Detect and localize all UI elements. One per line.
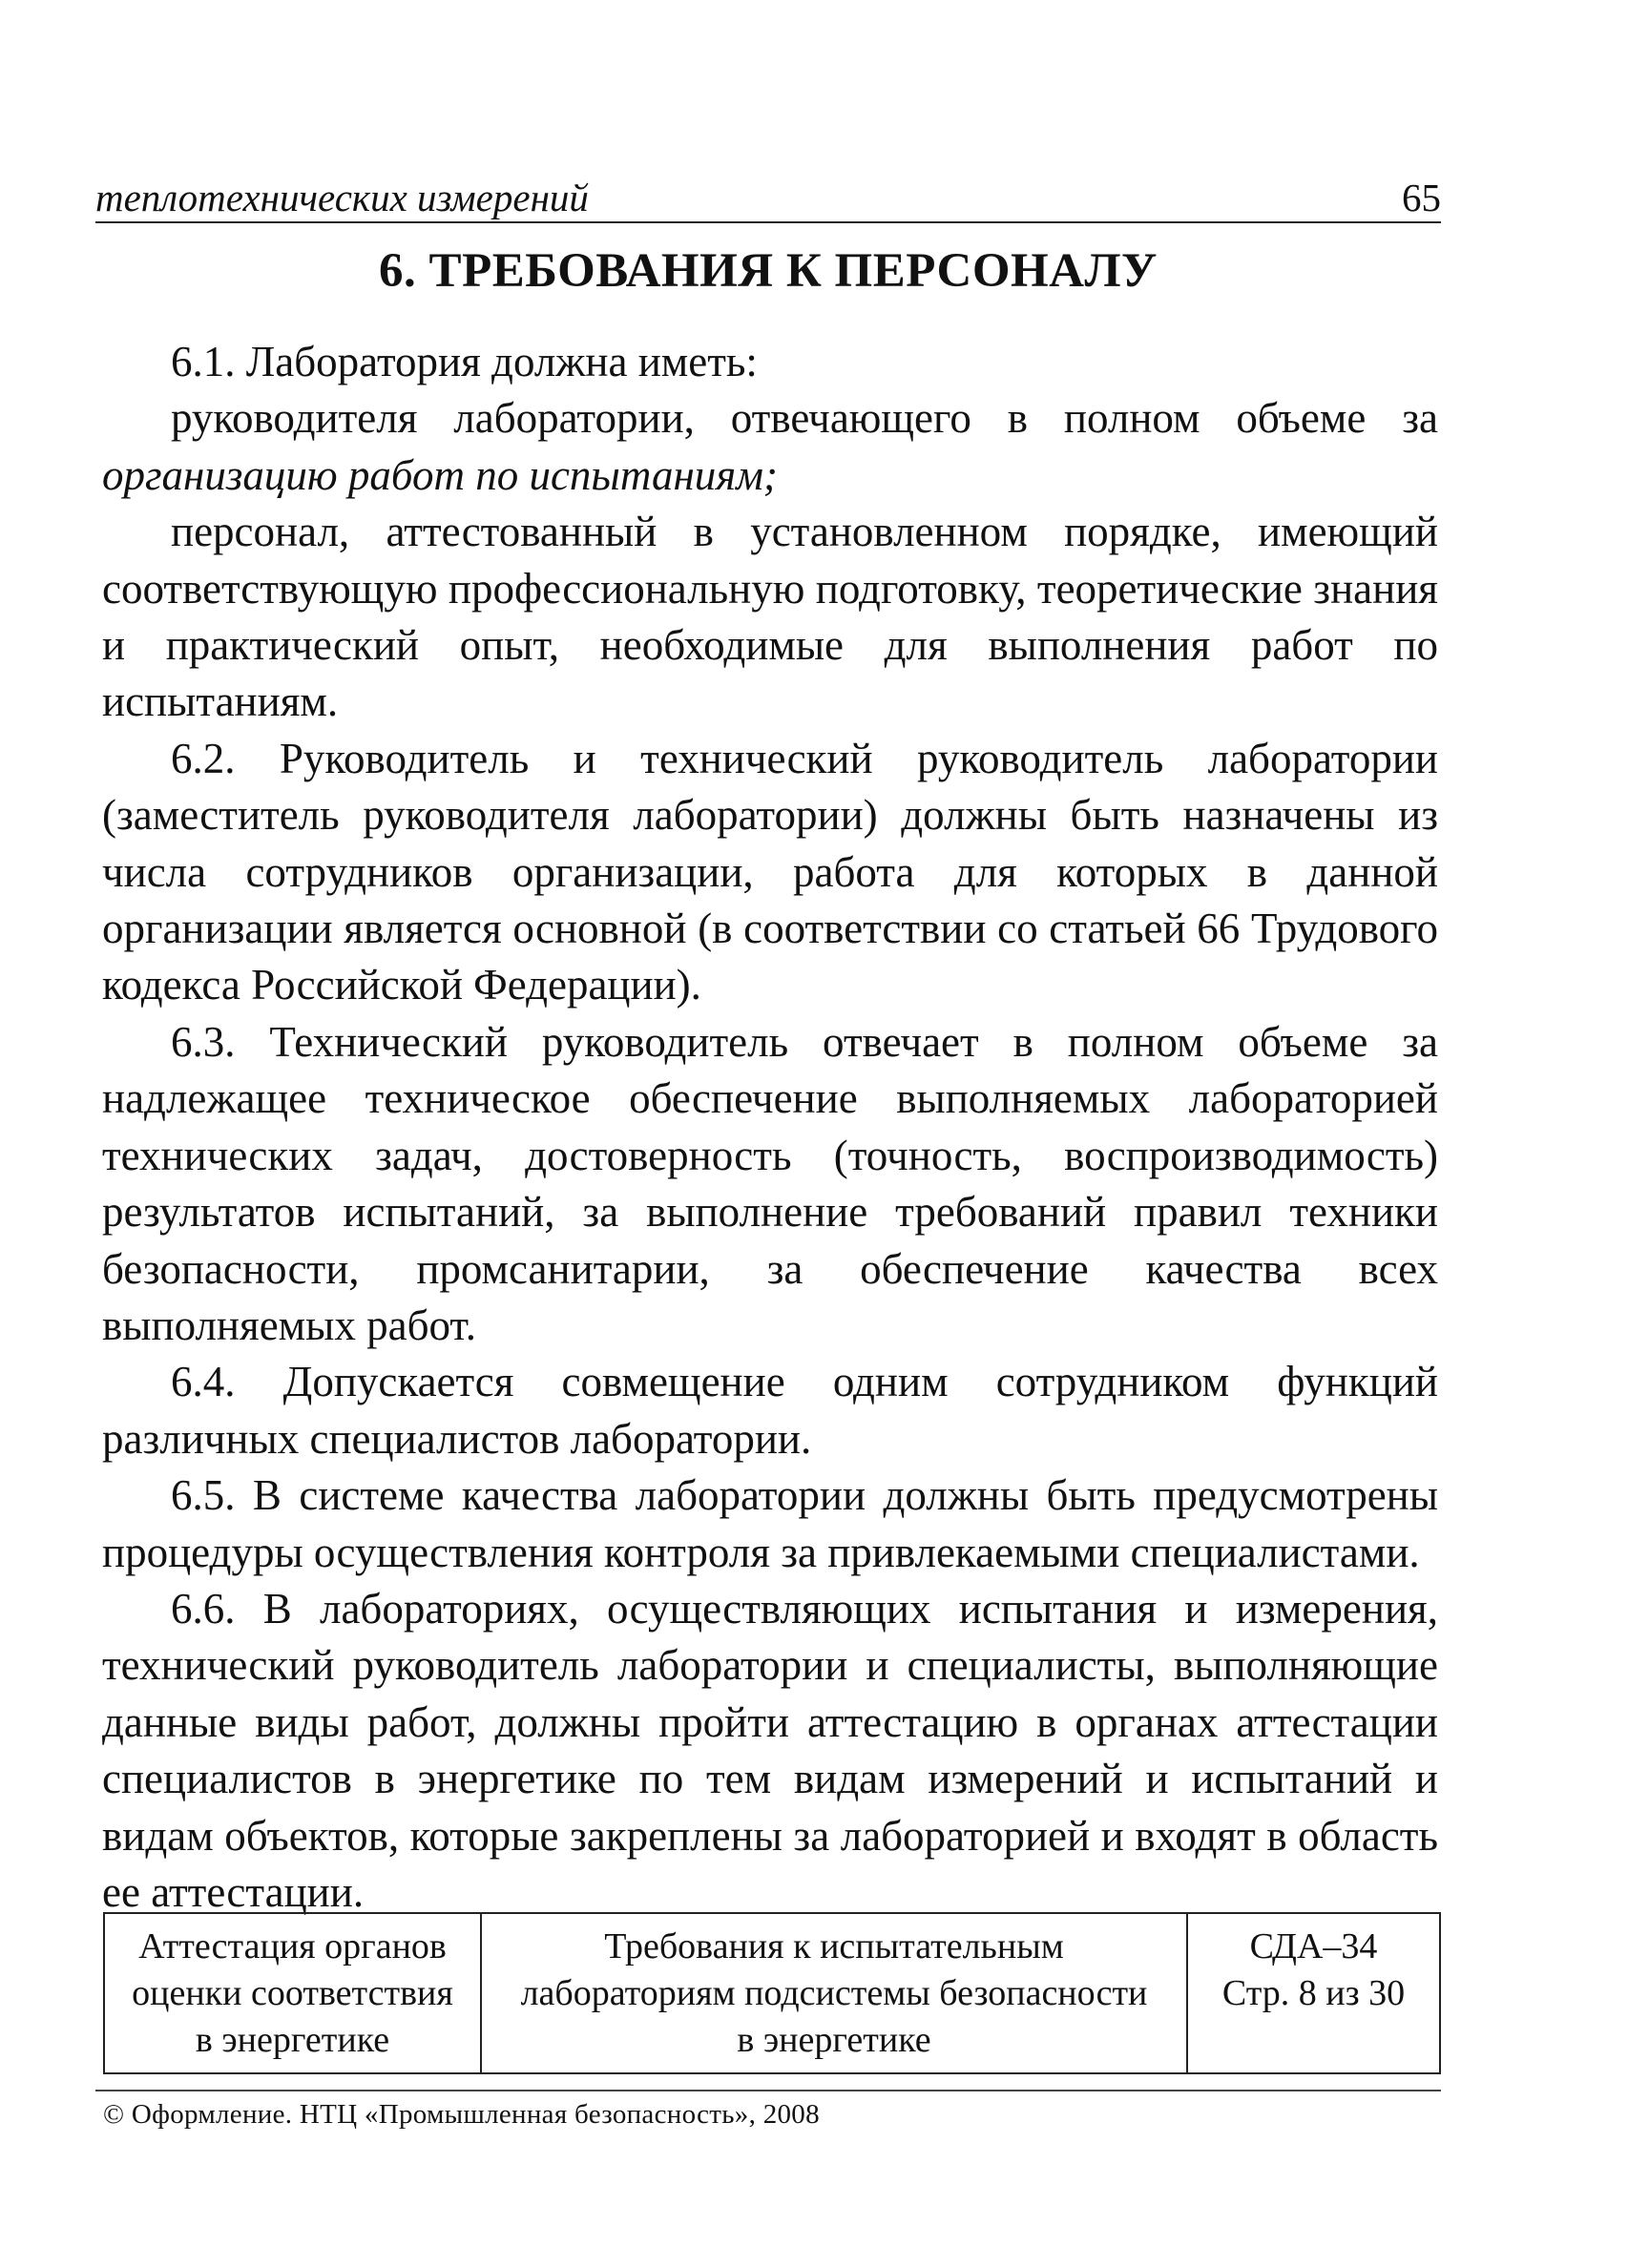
footer-cell-issuer xyxy=(104,1913,481,2073)
footer-title-line-2: лабораториям подсистемы безопасности xyxy=(520,1973,1148,2013)
paragraph-6-1: 6.1. Лаборатория должна иметь: xyxy=(171,338,758,385)
footer-title-line-1: Требования к испытательным xyxy=(604,1926,1064,1966)
page-number: 65 xyxy=(1402,176,1441,219)
paragraph-6-2: 6.2. Руководитель и технический руководитель лаборатории (заместитель руководителя лаборатории) должны быть назначены из числа сотрудников организации, работа для которых в данной организации является основной (в соответствии со статьей 66 Трудового кодекса Российской Федерации). xyxy=(102,734,1438,1009)
paragraph-lab-head xyxy=(102,390,1438,504)
footer-page-counter: Стр. 8 из 30 xyxy=(1221,1973,1406,2013)
footer-issuer-line-2: оценки соответствия xyxy=(132,1973,453,2013)
footer-cell-document-code xyxy=(1187,1913,1440,2073)
footer-table xyxy=(103,1912,1441,2074)
paragraph-6-5: 6.5. В системе качества лаборатории должны быть предусмотрены процедуры осуществления контроля за привлекаемыми специалистами. xyxy=(102,1471,1438,1576)
paragraph-6-3: 6.3. Технический руководитель отвечает в полном объеме за надлежащее техническое обеспечение выполняемых лабораторией технических задач, достоверность (точность, воспроизводимость) результатов испытаний, за выполнение требований правил техники безопасности, промсанитарии, за обеспечение качества всех выполняемых работ. xyxy=(102,1017,1438,1349)
paragraph-6-4: 6.4. Допускается совмещение одним сотрудником функций различных специалистов лаборатории. xyxy=(102,1358,1438,1463)
running-header xyxy=(95,174,1441,223)
copyright-notice: © Оформление. НТЦ «Промышленная безопасность», 2008 xyxy=(103,2099,820,2130)
paragraph-personnel: персонал, аттестованный в установленном порядке, имеющий соответствующую профессиональную подготовку, теоретические знания и практический опыт, необходимые для выполнения работ по испытаниям. xyxy=(102,508,1438,726)
running-title: теплотехнических измерений xyxy=(95,176,589,219)
footer-issuer-line-3: в энергетике xyxy=(195,2020,390,2060)
body-text xyxy=(102,334,1438,1921)
paragraph-6-6: 6.6. В лабораториях, осуществляющих испытания и измерения, технический руководитель лаборатории и специалисты, выполняющие данные виды работ, должны пройти аттестацию в органах аттестации специалистов в энергетике по тем видам измерений и испытаний и видам объектов, которые закреплены за лабораторией и входят в область ее аттестации. xyxy=(102,1584,1438,1916)
footer-divider xyxy=(95,2090,1441,2091)
footer-issuer-line-1: Аттестация органов xyxy=(138,1926,447,1966)
paragraph-lab-head-italic: организацию работ по испытаниям; xyxy=(102,450,778,499)
section-title: 6. ТРЕБОВАНИЯ К ПЕРСОНАЛУ xyxy=(379,244,1158,298)
paragraph-lab-head-text: руководителя лаборатории, отвечающего в полном объеме за xyxy=(171,394,1438,443)
footer-document-code: СДА–34 xyxy=(1249,1926,1378,1966)
footer-title-line-3: в энергетике xyxy=(737,2020,931,2060)
footer-cell-document-title xyxy=(481,1913,1187,2073)
